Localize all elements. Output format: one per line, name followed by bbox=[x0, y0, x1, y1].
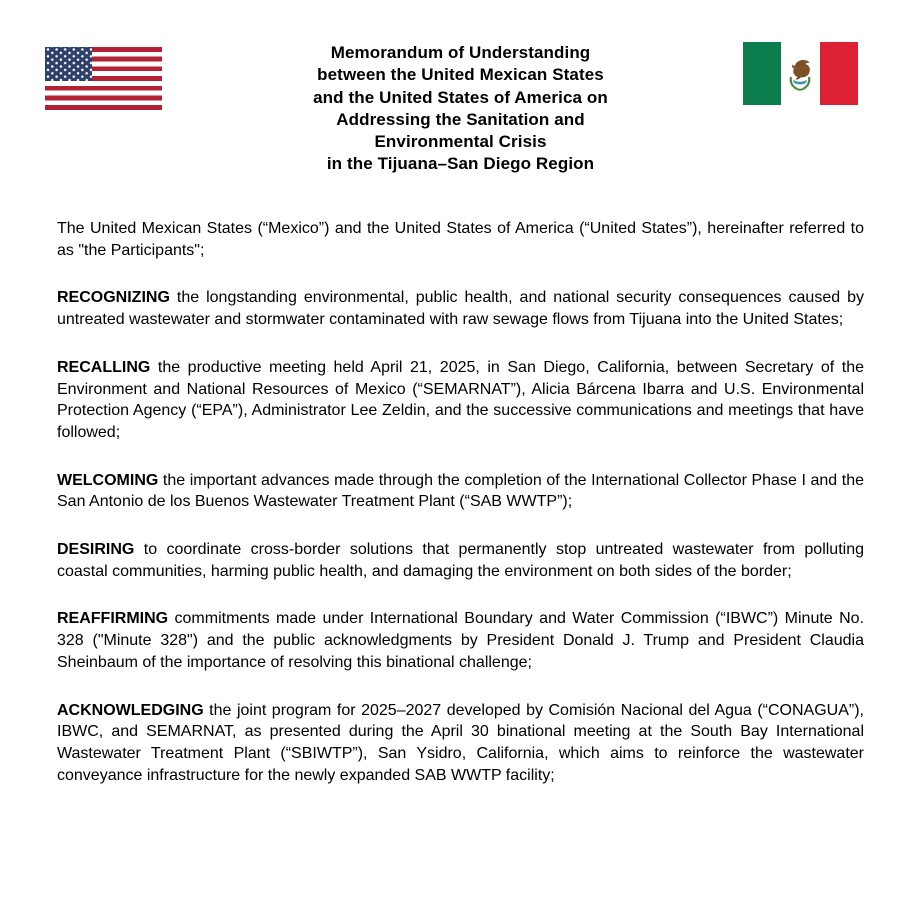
mexico-flag-green-band bbox=[743, 42, 781, 105]
paragraph-lead: REAFFIRMING bbox=[57, 610, 169, 628]
document-header bbox=[0, 0, 921, 218]
paragraph-text: The United Mexican States (“Mexico”) and the United States of America (“United States”), hereinafter referred to as "the Participants"; bbox=[57, 220, 864, 259]
paragraph-text: the productive meeting held April 21, 2025, in San Diego, California, between Secretary of the Environment and National Resources of Mexico (“SEMARNAT”), Alicia Bárcena Ibarra and U.S. Environmental Protection Agency (“EPA”), Administrator Lee Zeldin, and the successive communications and meetings that have followed; bbox=[57, 358, 864, 441]
paragraph-lead: WELCOMING bbox=[57, 471, 159, 489]
paragraph-reaffirming bbox=[57, 608, 864, 673]
paragraph-acknowledging bbox=[57, 700, 864, 787]
title-line: Addressing the Sanitation and bbox=[336, 109, 585, 129]
paragraph-welcoming bbox=[57, 470, 864, 513]
paragraph-preamble bbox=[57, 218, 864, 261]
paragraph-text: commitments made under International Boundary and Water Commission (“IBWC”) Minute No. 328 ("Minute 328") and the public acknowledgments by President Donald J. Trump and President Claudia Sheinbaum of the importance of resolving this binational challenge; bbox=[57, 610, 864, 671]
paragraph-text: the joint program for 2025–2027 developed by Comisión Nacional del Agua (“CONAGUA”), IBWC, and SEMARNAT, as presented during the April 30 binational meeting at the South Bay International Wastewater Treatment Plant (“SBIWTP”), San Ysidro, California, which aims to reinforce the wastewater conveyance infrastructure for the newly expanded SAB WWTP facility; bbox=[57, 701, 864, 784]
paragraph-desiring bbox=[57, 539, 864, 582]
title-line: Environmental Crisis bbox=[374, 132, 547, 152]
paragraph-lead: ACKNOWLEDGING bbox=[57, 701, 204, 719]
paragraph-recognizing bbox=[57, 287, 864, 330]
paragraph-text: the important advances made through the completion of the International Collector Phase I and the San Antonio de los Buenos Wastewater Treatment Plant (“SAB WWTP”); bbox=[57, 471, 864, 511]
eagle-emblem-icon bbox=[785, 54, 815, 94]
title-line: in the Tijuana–San Diego Region bbox=[326, 154, 595, 174]
paragraph-recalling bbox=[57, 357, 864, 444]
title-line: between the United Mexican States bbox=[317, 65, 604, 85]
title-line: Memorandum of Understanding bbox=[330, 43, 591, 62]
paragraph-text: to coordinate cross-border solutions that permanently stop untreated wastewater from polluting coastal communities, harming public health, and damaging the environment on both sides of the border; bbox=[57, 541, 864, 580]
title-line: and the United States of America on bbox=[313, 87, 608, 107]
document-body bbox=[0, 218, 921, 786]
paragraph-text: the longstanding environmental, public health, and national security consequences caused by untreated wastewater and stormwater contaminated with raw sewage flows from Tijuana into the United States; bbox=[57, 289, 864, 329]
mexico-flag-icon bbox=[743, 42, 858, 105]
mexico-flag-white-band bbox=[781, 42, 819, 105]
mexico-flag-red-band bbox=[820, 42, 858, 105]
paragraph-lead: RECALLING bbox=[57, 358, 151, 376]
paragraph-lead: RECOGNIZING bbox=[57, 289, 170, 307]
paragraph-lead: DESIRING bbox=[57, 541, 135, 559]
